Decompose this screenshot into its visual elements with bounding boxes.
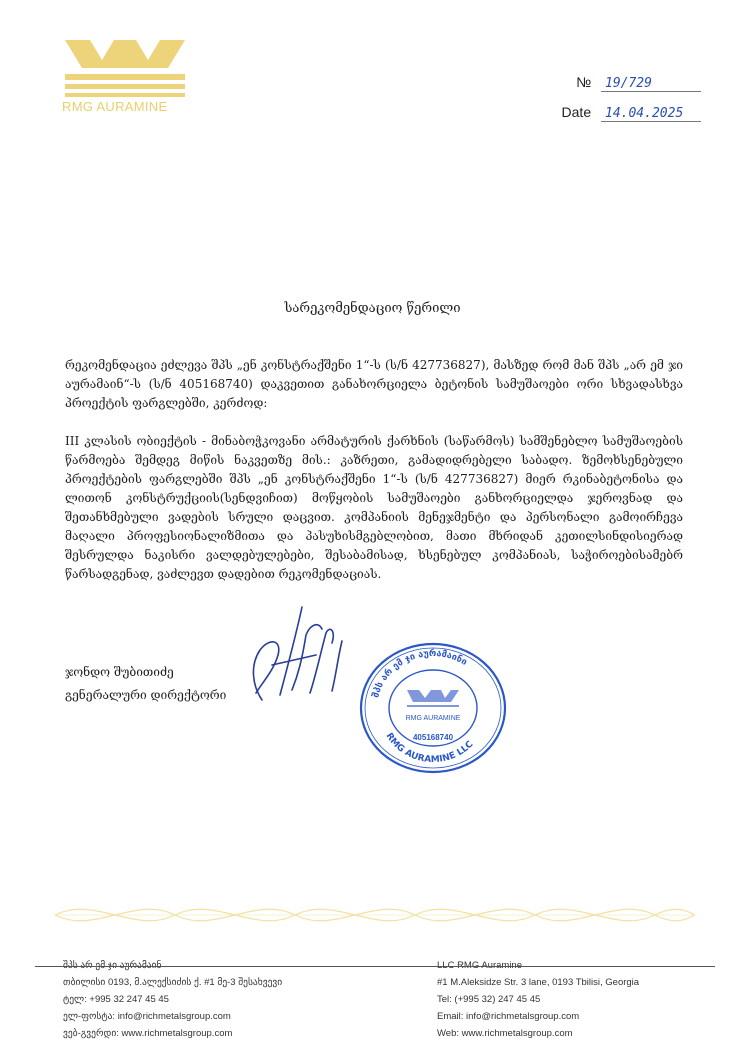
stamp-top-text: შპს არ ემ ჯი აურამაინი bbox=[371, 648, 469, 699]
number-label: № bbox=[576, 74, 592, 90]
logo-wordmark: RMG AURAMINE bbox=[62, 99, 168, 114]
handwritten-signature bbox=[232, 595, 362, 705]
body-paragraph-1: რეკომენდაცია ეძლევა შპს „ენ კონსტრაქშენი 1“-ს (ს/ნ 427736827), მასზედ რომ მან შპს „არ ემ ჯი აურამაინ“-ს (ს/ნ 405168740) დაკვეთით განახორციელა ბეტონის სამუშაოები ორი სხვადასხვა პროექტის ფარგლებში, კერძოდ: bbox=[65, 358, 683, 410]
stamp-bottom-text: RMG AURAMINE LLC bbox=[383, 731, 476, 766]
letter-title: სარეკომენდაციო წერილი bbox=[284, 301, 461, 316]
footer-email-en: Email: info@richmetalsgroup.com bbox=[437, 1011, 580, 1022]
footer-english bbox=[437, 957, 639, 1042]
decorative-ornament bbox=[55, 895, 695, 935]
document-number bbox=[576, 74, 701, 92]
footer-email-ge: ელ-ფოსტა: info@richmetalsgroup.com bbox=[63, 1011, 231, 1022]
footer-phone-ge: ტელ: +995 32 247 45 45 bbox=[63, 994, 169, 1005]
number-value: 19/729 bbox=[601, 76, 701, 92]
signatory-position: გენერალური დირექტორი bbox=[65, 688, 227, 702]
stamp-id-code: 405168740 bbox=[412, 733, 454, 742]
footer-web-ge: ვებ-გვერდი: www.richmetalsgroup.com bbox=[63, 1028, 233, 1039]
footer-strike-line bbox=[35, 966, 715, 967]
footer-web-en: Web: www.richmetalsgroup.com bbox=[437, 1028, 573, 1039]
footer-phone-en: Tel: (+995 32) 247 45 45 bbox=[437, 994, 541, 1005]
company-stamp bbox=[355, 640, 510, 775]
date-label: Date bbox=[561, 104, 592, 120]
date-value: 14.04.2025 bbox=[601, 106, 701, 122]
body-paragraph-2: III კლასის ობიექტის - მინაბოჭკოვანი არმატურის ქარხნის (საწარმოს) სამშენებლო სამუშაოების წარმოება შემდეგ მიწის ნაკვეთზე მის.: კაზრეთი, გამადიდრებელი საბადო. ზემოხსენებული პროექტების ფარგლებში შპს „ენ კონსტრაქშენი 1“-ს (ს/ნ 427736827) მიერ რკინაბეტონისა და ლითონ კონსტრუქციის(სენდვიჩით) მოწყობის სამუშაოები განხორციელდა ჯეროვნად და შეთანხმებული ვადების სრული დაცვით. კომპანიის მენეჯმენტი და პერსონალი გამოირჩევა მაღალი პროფესიონალიზმითა და პასუხისმგებლობით, მათი მხრიდან კეთილსინდისიერად შესრულდა ნაკისრი ვალდებულებები, შესაბამისად, ხსენებულ კომპანიას, საჭიროებისამებრ წარსადგენად, ვაძლევთ დადებით რეკომენდაციას. bbox=[65, 434, 683, 581]
footer-georgian bbox=[63, 957, 282, 1042]
footer-address-en: #1 M.Aleksidze Str. 3 lane, 0193 Tbilisi, Georgia bbox=[437, 977, 640, 988]
document-date bbox=[562, 104, 701, 122]
footer-address-ge: თბილისი 0193, მ.ალექსიძის ქ. #1 მე-3 შესახვევი bbox=[63, 977, 283, 988]
signatory-name: ჯონდო შუბითიძე bbox=[65, 665, 174, 679]
stamp-logo-text: RMG AURAMINE bbox=[405, 715, 461, 722]
